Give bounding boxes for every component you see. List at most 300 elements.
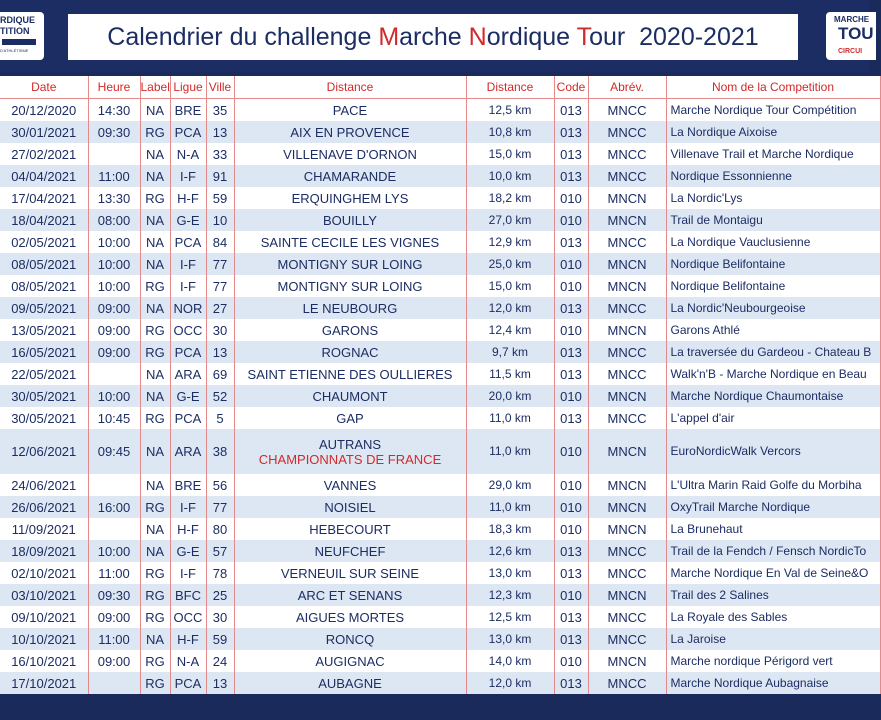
cell-lieu: VANNES — [234, 474, 466, 496]
table-row — [0, 496, 880, 518]
cell-distance: 18,2 km — [466, 187, 554, 209]
logo-right-line1: MARCHE — [834, 15, 870, 24]
cell-heure: 16:00 — [88, 496, 140, 518]
cell-heure: 10:00 — [88, 231, 140, 253]
cell-ligue: I-F — [170, 496, 206, 518]
cell-code: 010 — [554, 518, 588, 540]
cell-distance: 10,0 km — [466, 165, 554, 187]
cell-code: 013 — [554, 121, 588, 143]
cell-date: 16/05/2021 — [0, 341, 88, 363]
cell-heure — [88, 474, 140, 496]
cell-ligue: PCA — [170, 341, 206, 363]
cell-nom: Marche Nordique Chaumontaise — [666, 385, 880, 407]
cell-heure: 09:00 — [88, 606, 140, 628]
cell-ville: 52 — [206, 385, 234, 407]
table-row — [0, 253, 880, 275]
cell-distance: 9,7 km — [466, 341, 554, 363]
cell-abrev: MNCN — [588, 496, 666, 518]
col-header-label: Label — [140, 76, 170, 99]
cell-label: NA — [140, 165, 170, 187]
cell-code: 013 — [554, 672, 588, 694]
cell-label: RG — [140, 121, 170, 143]
logo-left-bar — [2, 39, 36, 45]
cell-distance: 14,0 km — [466, 650, 554, 672]
cell-ville: 56 — [206, 474, 234, 496]
cell-code: 010 — [554, 319, 588, 341]
cell-label: NA — [140, 474, 170, 496]
table-row — [0, 540, 880, 562]
cell-lieu — [234, 429, 466, 474]
cell-ligue: OCC — [170, 319, 206, 341]
cell-code: 013 — [554, 99, 588, 122]
cell-nom: Nordique Belifontaine — [666, 275, 880, 297]
table-row — [0, 297, 880, 319]
cell-heure: 11:00 — [88, 628, 140, 650]
cell-ligue: OCC — [170, 606, 206, 628]
title-part: ordique — [486, 22, 577, 51]
table-row — [0, 187, 880, 209]
table-row — [0, 319, 880, 341]
cell-code: 010 — [554, 429, 588, 474]
cell-date: 18/04/2021 — [0, 209, 88, 231]
cell-nom: La Nordique Vauclusienne — [666, 231, 880, 253]
cell-ville: 27 — [206, 297, 234, 319]
cell-lieu: HEBECOURT — [234, 518, 466, 540]
cell-label: RG — [140, 319, 170, 341]
cell-lieu: MONTIGNY SUR LOING — [234, 253, 466, 275]
cell-nom: Villenave Trail et Marche Nordique — [666, 143, 880, 165]
cell-abrev: MNCC — [588, 363, 666, 385]
cell-nom: L'Ultra Marin Raid Golfe du Morbiha — [666, 474, 880, 496]
cell-heure: 08:00 — [88, 209, 140, 231]
cell-date: 09/05/2021 — [0, 297, 88, 319]
cell-code: 010 — [554, 385, 588, 407]
cell-label: NA — [140, 297, 170, 319]
header-banner — [0, 0, 874, 72]
cell-label: RG — [140, 584, 170, 606]
title-part: arche — [399, 22, 469, 51]
cell-label: RG — [140, 650, 170, 672]
cell-heure: 09:00 — [88, 319, 140, 341]
cell-ligue: H-F — [170, 187, 206, 209]
cell-heure: 11:00 — [88, 165, 140, 187]
cell-nom: Marche Nordique Tour Compétition — [666, 99, 880, 122]
cell-abrev: MNCC — [588, 165, 666, 187]
logo-right-line3: CIRCUI — [838, 48, 863, 55]
cell-date: 30/05/2021 — [0, 407, 88, 429]
cell-code: 013 — [554, 341, 588, 363]
cell-nom: La Nordique Aixoise — [666, 121, 880, 143]
col-header-nom: Nom de la Competition — [666, 76, 880, 99]
cell-ville: 10 — [206, 209, 234, 231]
cell-lieu: AUGIGNAC — [234, 650, 466, 672]
title-part: T — [576, 22, 590, 51]
cell-ville: 38 — [206, 429, 234, 474]
cell-abrev: MNCC — [588, 341, 666, 363]
cell-abrev: MNCC — [588, 540, 666, 562]
cell-date: 03/10/2021 — [0, 584, 88, 606]
cell-ville: 13 — [206, 672, 234, 694]
cell-label: NA — [140, 628, 170, 650]
cell-lieu: ARC ET SENANS — [234, 584, 466, 606]
cell-distance: 15,0 km — [466, 143, 554, 165]
cell-heure — [88, 363, 140, 385]
table-row — [0, 518, 880, 540]
cell-ligue: I-F — [170, 562, 206, 584]
cell-nom: OxyTrail Marche Nordique — [666, 496, 880, 518]
table-row — [0, 628, 880, 650]
cell-date: 27/02/2021 — [0, 143, 88, 165]
cell-distance: 12,9 km — [466, 231, 554, 253]
cell-ville: 13 — [206, 341, 234, 363]
cell-ville: 13 — [206, 121, 234, 143]
cell-abrev: MNCC — [588, 672, 666, 694]
col-header-distance: Distance — [466, 76, 554, 99]
cell-label: RG — [140, 496, 170, 518]
cell-label: RG — [140, 341, 170, 363]
cell-nom: Marche Nordique En Val de Seine&O — [666, 562, 880, 584]
cell-date: 02/05/2021 — [0, 231, 88, 253]
cell-code: 010 — [554, 650, 588, 672]
cell-ville: 30 — [206, 606, 234, 628]
cell-distance: 27,0 km — [466, 209, 554, 231]
cell-distance: 11,0 km — [466, 429, 554, 474]
cell-code: 013 — [554, 363, 588, 385]
logo-left-line1: RDIQUE — [0, 15, 36, 25]
cell-nom: Walk'n'B - Marche Nordique en Beau — [666, 363, 880, 385]
cell-ville: 77 — [206, 253, 234, 275]
cell-ligue: G-E — [170, 209, 206, 231]
cell-label: NA — [140, 253, 170, 275]
cell-ville: 91 — [206, 165, 234, 187]
cell-heure — [88, 518, 140, 540]
cell-code: 010 — [554, 187, 588, 209]
logo-left-line2: TITION — [0, 26, 30, 36]
cell-ville: 80 — [206, 518, 234, 540]
cell-lieu: CHAUMONT — [234, 385, 466, 407]
cell-label: NA — [140, 231, 170, 253]
cell-lieu-name: AUTRANS — [318, 436, 382, 452]
cell-lieu: SAINT ETIENNE DES OULLIERES — [234, 363, 466, 385]
cell-label: NA — [140, 540, 170, 562]
cell-ligue: ARA — [170, 429, 206, 474]
cell-ligue: ARA — [170, 363, 206, 385]
cell-ville: 24 — [206, 650, 234, 672]
cell-ligue: G-E — [170, 540, 206, 562]
cell-label: RG — [140, 672, 170, 694]
cell-date: 09/10/2021 — [0, 606, 88, 628]
cell-abrev: MNCC — [588, 143, 666, 165]
championship-note: CHAMPIONNATS DE FRANCE — [258, 451, 442, 467]
cell-ligue: I-F — [170, 165, 206, 187]
cell-date: 17/04/2021 — [0, 187, 88, 209]
cell-abrev: MNCC — [588, 231, 666, 253]
cell-ligue: PCA — [170, 231, 206, 253]
title-part: Calendrier du challenge — [107, 22, 379, 51]
cell-code: 013 — [554, 231, 588, 253]
cell-heure: 13:30 — [88, 187, 140, 209]
cell-distance: 20,0 km — [466, 385, 554, 407]
table-row — [0, 474, 880, 496]
cell-date: 04/04/2021 — [0, 165, 88, 187]
cell-distance: 12,4 km — [466, 319, 554, 341]
cell-distance: 10,8 km — [466, 121, 554, 143]
tour-logo — [826, 12, 876, 60]
cell-code: 013 — [554, 143, 588, 165]
cell-label: RG — [140, 407, 170, 429]
cell-ligue: BRE — [170, 99, 206, 122]
cell-distance: 12,3 km — [466, 584, 554, 606]
cell-lieu: SAINTE CECILE LES VIGNES — [234, 231, 466, 253]
cell-nom: EuroNordicWalk Vercors — [666, 429, 880, 474]
table-row — [0, 99, 880, 122]
cell-heure: 09:30 — [88, 584, 140, 606]
cell-abrev: MNCN — [588, 429, 666, 474]
cell-date: 26/06/2021 — [0, 496, 88, 518]
table-row — [0, 231, 880, 253]
cell-date: 16/10/2021 — [0, 650, 88, 672]
cell-code: 013 — [554, 562, 588, 584]
cell-distance: 12,0 km — [466, 297, 554, 319]
cell-ligue: BFC — [170, 584, 206, 606]
cell-lieu: ROGNAC — [234, 341, 466, 363]
cell-code: 010 — [554, 496, 588, 518]
table-row — [0, 209, 880, 231]
cell-nom: La Royale des Sables — [666, 606, 880, 628]
table-row — [0, 121, 880, 143]
cell-lieu: RONCQ — [234, 628, 466, 650]
cell-date: 08/05/2021 — [0, 275, 88, 297]
table-row — [0, 363, 880, 385]
cell-heure: 10:00 — [88, 385, 140, 407]
cell-date: 02/10/2021 — [0, 562, 88, 584]
cell-ligue: I-F — [170, 253, 206, 275]
cell-distance: 13,0 km — [466, 628, 554, 650]
cell-lieu: VILLENAVE D'ORNON — [234, 143, 466, 165]
cell-nom: La traversée du Gardeou - Chateau B — [666, 341, 880, 363]
table-row — [0, 672, 880, 694]
cell-heure: 09:00 — [88, 297, 140, 319]
cell-ville: 35 — [206, 99, 234, 122]
col-header-ligue: Ligue — [170, 76, 206, 99]
cell-lieu: BOUILLY — [234, 209, 466, 231]
table-row — [0, 650, 880, 672]
cell-lieu: MONTIGNY SUR LOING — [234, 275, 466, 297]
cell-date: 11/09/2021 — [0, 518, 88, 540]
cell-ville: 57 — [206, 540, 234, 562]
cell-date: 20/12/2020 — [0, 99, 88, 122]
cell-distance: 12,0 km — [466, 672, 554, 694]
cell-distance: 11,0 km — [466, 407, 554, 429]
cell-abrev: MNCC — [588, 562, 666, 584]
calendar-table — [0, 76, 881, 694]
cell-lieu: LE NEUBOURG — [234, 297, 466, 319]
cell-date: 22/05/2021 — [0, 363, 88, 385]
table-row — [0, 165, 880, 187]
table-row — [0, 606, 880, 628]
cell-lieu: AUBAGNE — [234, 672, 466, 694]
cell-abrev: MNCC — [588, 297, 666, 319]
cell-abrev: MNCC — [588, 99, 666, 122]
cell-abrev: MNCN — [588, 319, 666, 341]
cell-date: 13/05/2021 — [0, 319, 88, 341]
cell-code: 013 — [554, 606, 588, 628]
cell-heure: 09:00 — [88, 650, 140, 672]
cell-heure: 09:00 — [88, 341, 140, 363]
cell-nom: Marche nordique Périgord vert — [666, 650, 880, 672]
cell-code: 013 — [554, 540, 588, 562]
cell-nom: Trail de Montaigu — [666, 209, 880, 231]
cell-code: 010 — [554, 474, 588, 496]
cell-label: RG — [140, 562, 170, 584]
cell-abrev: MNCN — [588, 209, 666, 231]
cell-code: 013 — [554, 628, 588, 650]
cell-lieu: VERNEUIL SUR SEINE — [234, 562, 466, 584]
cell-ville: 5 — [206, 407, 234, 429]
cell-label: NA — [140, 518, 170, 540]
cell-label: NA — [140, 209, 170, 231]
cell-nom: Nordique Belifontaine — [666, 253, 880, 275]
cell-distance: 11,5 km — [466, 363, 554, 385]
cell-nom: La Nordic'Neubourgeoise — [666, 297, 880, 319]
cell-ligue: N-A — [170, 650, 206, 672]
cell-nom: Trail des 2 Salines — [666, 584, 880, 606]
table-header-row — [0, 76, 880, 99]
cell-abrev: MNCN — [588, 518, 666, 540]
col-header-lieu: Distance — [234, 76, 466, 99]
cell-ligue: H-F — [170, 628, 206, 650]
cell-date: 30/05/2021 — [0, 385, 88, 407]
cell-abrev: MNCC — [588, 606, 666, 628]
cell-abrev: MNCN — [588, 187, 666, 209]
cell-heure: 10:45 — [88, 407, 140, 429]
cell-abrev: MNCC — [588, 407, 666, 429]
cell-heure — [88, 672, 140, 694]
cell-code: 013 — [554, 407, 588, 429]
col-header-ville: Ville — [206, 76, 234, 99]
cell-distance: 11,0 km — [466, 496, 554, 518]
cell-heure — [88, 143, 140, 165]
table-row — [0, 429, 880, 474]
cell-label: NA — [140, 385, 170, 407]
cell-date: 18/09/2021 — [0, 540, 88, 562]
cell-abrev: MNCC — [588, 121, 666, 143]
cell-code: 013 — [554, 297, 588, 319]
cell-date: 24/06/2021 — [0, 474, 88, 496]
cell-ligue: I-F — [170, 275, 206, 297]
cell-nom: Garons Athlé — [666, 319, 880, 341]
cell-heure: 11:00 — [88, 562, 140, 584]
cell-abrev: MNCN — [588, 584, 666, 606]
cell-heure: 14:30 — [88, 99, 140, 122]
cell-heure: 10:00 — [88, 275, 140, 297]
cell-distance: 12,5 km — [466, 606, 554, 628]
cell-nom: Trail de la Fendch / Fensch NordicTo — [666, 540, 880, 562]
cell-distance: 13,0 km — [466, 562, 554, 584]
cell-code: 010 — [554, 209, 588, 231]
cell-abrev: MNCC — [588, 628, 666, 650]
cell-lieu: AIX EN PROVENCE — [234, 121, 466, 143]
table-row — [0, 407, 880, 429]
table-row — [0, 562, 880, 584]
competition-logo — [0, 12, 44, 60]
cell-nom: La Jaroise — [666, 628, 880, 650]
cell-ville: 30 — [206, 319, 234, 341]
cell-abrev: MNCN — [588, 275, 666, 297]
cell-ligue: BRE — [170, 474, 206, 496]
cell-code: 010 — [554, 253, 588, 275]
cell-date: 10/10/2021 — [0, 628, 88, 650]
page-title — [107, 23, 758, 52]
cell-code: 010 — [554, 275, 588, 297]
cell-lieu: GARONS — [234, 319, 466, 341]
table-row — [0, 143, 880, 165]
cell-distance: 12,5 km — [466, 99, 554, 122]
cell-nom: Marche Nordique Aubagnaise — [666, 672, 880, 694]
table-row — [0, 341, 880, 363]
cell-ligue: H-F — [170, 518, 206, 540]
cell-nom: La Nordic'Lys — [666, 187, 880, 209]
cell-date: 17/10/2021 — [0, 672, 88, 694]
cell-distance: 18,3 km — [466, 518, 554, 540]
cell-label: RG — [140, 275, 170, 297]
cell-ville: 25 — [206, 584, 234, 606]
cell-distance: 15,0 km — [466, 275, 554, 297]
cell-lieu: GAP — [234, 407, 466, 429]
cell-label: NA — [140, 143, 170, 165]
cell-label: NA — [140, 99, 170, 122]
cell-ligue: G-E — [170, 385, 206, 407]
col-header-code: Code — [554, 76, 588, 99]
title-part: N — [468, 22, 487, 51]
col-header-date: Date — [0, 76, 88, 99]
cell-ligue: NOR — [170, 297, 206, 319]
cell-ville: 77 — [206, 275, 234, 297]
cell-ligue: N-A — [170, 143, 206, 165]
cell-lieu: PACE — [234, 99, 466, 122]
title-part: our 2020-2021 — [589, 22, 759, 51]
cell-ligue: PCA — [170, 121, 206, 143]
table-row — [0, 584, 880, 606]
cell-label: NA — [140, 363, 170, 385]
cell-abrev: MNCN — [588, 650, 666, 672]
cell-date: 30/01/2021 — [0, 121, 88, 143]
cell-abrev: MNCN — [588, 385, 666, 407]
cell-ville: 78 — [206, 562, 234, 584]
cell-heure: 10:00 — [88, 253, 140, 275]
cell-label: RG — [140, 606, 170, 628]
cell-nom: Nordique Essonnienne — [666, 165, 880, 187]
logo-right-line2: TOU — [838, 24, 874, 43]
cell-ville: 69 — [206, 363, 234, 385]
title-part: M — [378, 22, 400, 51]
cell-lieu: CHAMARANDE — [234, 165, 466, 187]
cell-lieu: ERQUINGHEM LYS — [234, 187, 466, 209]
cell-heure: 09:45 — [88, 429, 140, 474]
cell-lieu: NEUFCHEF — [234, 540, 466, 562]
cell-ville: 59 — [206, 187, 234, 209]
col-header-abrev: Abrév. — [588, 76, 666, 99]
cell-abrev: MNCN — [588, 474, 666, 496]
cell-heure: 10:00 — [88, 540, 140, 562]
cell-heure: 09:30 — [88, 121, 140, 143]
logo-left-small: D'ATHLÉTISME — [0, 48, 29, 53]
cell-distance: 25,0 km — [466, 253, 554, 275]
cell-ville: 84 — [206, 231, 234, 253]
cell-ville: 59 — [206, 628, 234, 650]
cell-nom: La Brunehaut — [666, 518, 880, 540]
table-row — [0, 275, 880, 297]
